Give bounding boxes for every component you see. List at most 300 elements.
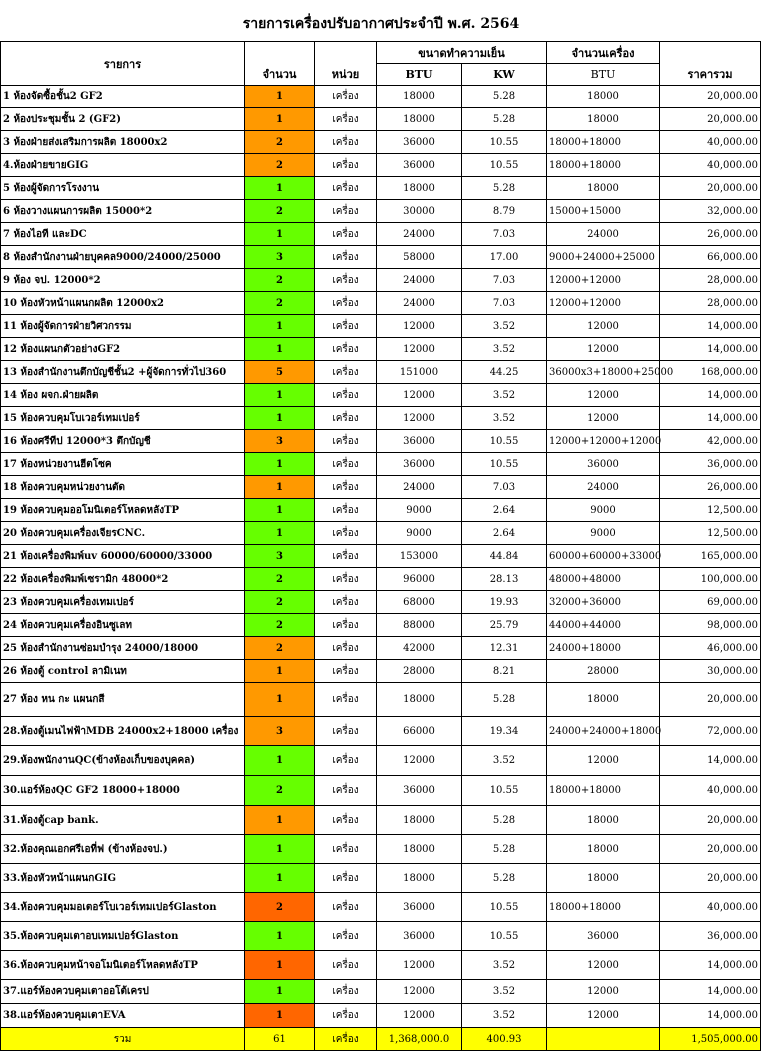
row-kw: 7.03 bbox=[462, 292, 547, 315]
row-btu: 18000 bbox=[377, 683, 462, 717]
row-price: 40,000.00 bbox=[660, 131, 761, 154]
row-name: 37.แอร์ห้องควบคุมเตาออโต้เครป bbox=[1, 980, 245, 1004]
row-price: 32,000.00 bbox=[660, 200, 761, 223]
row-kw: 10.55 bbox=[462, 776, 547, 806]
row-kw: 10.55 bbox=[462, 893, 547, 922]
row-qty: 2 bbox=[245, 131, 315, 154]
row-machines: 12000 bbox=[547, 951, 660, 980]
row-btu: 24000 bbox=[377, 223, 462, 246]
row-name: 5 ห้องผู้จัดการโรงงาน bbox=[1, 177, 245, 200]
row-qty: 1 bbox=[245, 108, 315, 131]
row-btu: 18000 bbox=[377, 177, 462, 200]
row-name: 7 ห้องไอที และDC bbox=[1, 223, 245, 246]
row-price: 14,000.00 bbox=[660, 338, 761, 361]
table-row bbox=[1, 591, 761, 614]
row-kw: 5.28 bbox=[462, 108, 547, 131]
row-btu: 96000 bbox=[377, 568, 462, 591]
row-price: 20,000.00 bbox=[660, 864, 761, 893]
row-kw: 5.28 bbox=[462, 86, 547, 108]
row-machines: 60000+60000+33000 bbox=[547, 545, 660, 568]
row-price: 20,000.00 bbox=[660, 835, 761, 864]
table-row bbox=[1, 177, 761, 200]
table-row bbox=[1, 980, 761, 1004]
row-kw: 7.03 bbox=[462, 223, 547, 246]
table-row bbox=[1, 86, 761, 108]
row-unit: เครื่อง bbox=[315, 522, 377, 545]
row-price: 66,000.00 bbox=[660, 246, 761, 269]
row-qty: 1 bbox=[245, 864, 315, 893]
row-name: 24 ห้องควบคุมเครื่องอินซูเลท bbox=[1, 614, 245, 637]
row-machines: 9000 bbox=[547, 522, 660, 545]
row-qty: 1 bbox=[245, 476, 315, 499]
row-btu: 12000 bbox=[377, 407, 462, 430]
row-price: 46,000.00 bbox=[660, 637, 761, 660]
row-machines: 28000 bbox=[547, 660, 660, 683]
table-row bbox=[1, 223, 761, 246]
row-price: 26,000.00 bbox=[660, 476, 761, 499]
row-price: 100,000.00 bbox=[660, 568, 761, 591]
row-qty: 1 bbox=[245, 407, 315, 430]
row-qty: 3 bbox=[245, 246, 315, 269]
row-name: 17 ห้องหน่วยงานฮีตโซค bbox=[1, 453, 245, 476]
row-qty: 1 bbox=[245, 1004, 315, 1028]
row-unit: เครื่อง bbox=[315, 835, 377, 864]
row-kw: 3.52 bbox=[462, 1004, 547, 1028]
row-qty: 1 bbox=[245, 922, 315, 951]
row-name: 23 ห้องควบคุมเครื่องเทมเปอร์ bbox=[1, 591, 245, 614]
header-kw: KW bbox=[462, 64, 547, 86]
row-unit: เครื่อง bbox=[315, 223, 377, 246]
row-unit: เครื่อง bbox=[315, 338, 377, 361]
row-btu: 18000 bbox=[377, 835, 462, 864]
row-machines: 18000 bbox=[547, 806, 660, 835]
row-qty: 1 bbox=[245, 806, 315, 835]
row-name: 34.ห้องควบคุมมอเตอร์โบเวอร์เทมเปอร์Glaston bbox=[1, 893, 245, 922]
table-row bbox=[1, 361, 761, 384]
row-machines: 18000+18000 bbox=[547, 131, 660, 154]
row-qty: 1 bbox=[245, 223, 315, 246]
table-row bbox=[1, 683, 761, 717]
row-kw: 8.21 bbox=[462, 660, 547, 683]
row-name: 32.ห้องคุณเอกศรีเอที่ฟ (ข้างห้องจป.) bbox=[1, 835, 245, 864]
row-kw: 19.34 bbox=[462, 717, 547, 746]
total-row bbox=[1, 1028, 761, 1051]
total-price: 1,505,000.00 bbox=[660, 1028, 761, 1051]
row-qty: 1 bbox=[245, 315, 315, 338]
row-name: 30.แอร์ห้องQC GF2 18000+18000 bbox=[1, 776, 245, 806]
table-row bbox=[1, 499, 761, 522]
table-row bbox=[1, 292, 761, 315]
row-unit: เครื่อง bbox=[315, 269, 377, 292]
row-qty: 1 bbox=[245, 951, 315, 980]
row-kw: 10.55 bbox=[462, 131, 547, 154]
row-btu: 36000 bbox=[377, 922, 462, 951]
row-btu: 151000 bbox=[377, 361, 462, 384]
row-unit: เครื่อง bbox=[315, 922, 377, 951]
row-unit: เครื่อง bbox=[315, 430, 377, 453]
row-btu: 88000 bbox=[377, 614, 462, 637]
row-kw: 10.55 bbox=[462, 453, 547, 476]
total-machines bbox=[547, 1028, 660, 1051]
row-unit: เครื่อง bbox=[315, 568, 377, 591]
row-qty: 3 bbox=[245, 717, 315, 746]
row-name: 21 ห้องเครื่องพิมพ์uv 60000/60000/33000 bbox=[1, 545, 245, 568]
row-machines: 48000+48000 bbox=[547, 568, 660, 591]
row-machines: 12000+12000 bbox=[547, 269, 660, 292]
total-btu: 1,368,000.0 bbox=[377, 1028, 462, 1051]
row-qty: 1 bbox=[245, 453, 315, 476]
row-unit: เครื่อง bbox=[315, 154, 377, 177]
row-qty: 2 bbox=[245, 614, 315, 637]
row-machines: 9000+24000+25000 bbox=[547, 246, 660, 269]
row-unit: เครื่อง bbox=[315, 131, 377, 154]
header-qty: จำนวน bbox=[245, 42, 315, 86]
table-row bbox=[1, 269, 761, 292]
row-price: 40,000.00 bbox=[660, 893, 761, 922]
table-row bbox=[1, 131, 761, 154]
row-kw: 10.55 bbox=[462, 922, 547, 951]
total-label: รวม bbox=[1, 1028, 245, 1051]
table-row bbox=[1, 1004, 761, 1028]
row-price: 168,000.00 bbox=[660, 361, 761, 384]
table-row bbox=[1, 407, 761, 430]
row-price: 165,000.00 bbox=[660, 545, 761, 568]
row-name: 15 ห้องควบคุมโบเวอร์เทมเปอร์ bbox=[1, 407, 245, 430]
row-btu: 42000 bbox=[377, 637, 462, 660]
header-unit: หน่วย bbox=[315, 42, 377, 86]
row-name: 14 ห้อง ผจก.ฝ่ายผลิต bbox=[1, 384, 245, 407]
row-machines: 18000+18000 bbox=[547, 776, 660, 806]
row-name: 29.ห้องพนักงานQC(ข้างห้องเก็บของบุคคล) bbox=[1, 746, 245, 776]
row-qty: 1 bbox=[245, 522, 315, 545]
row-price: 20,000.00 bbox=[660, 683, 761, 717]
row-kw: 5.28 bbox=[462, 864, 547, 893]
row-qty: 2 bbox=[245, 893, 315, 922]
header-item: รายการ bbox=[1, 42, 245, 86]
row-kw: 17.00 bbox=[462, 246, 547, 269]
row-name: 4.ห้องฝ่ายขายGIG bbox=[1, 154, 245, 177]
total-qty: 61 bbox=[245, 1028, 315, 1051]
row-kw: 3.52 bbox=[462, 951, 547, 980]
row-kw: 2.64 bbox=[462, 522, 547, 545]
table-row bbox=[1, 922, 761, 951]
row-machines: 24000+18000 bbox=[547, 637, 660, 660]
row-name: 16 ห้องศรีทีป 12000*3 ตึกบัญชี bbox=[1, 430, 245, 453]
row-kw: 5.28 bbox=[462, 177, 547, 200]
row-unit: เครื่อง bbox=[315, 980, 377, 1004]
row-btu: 36000 bbox=[377, 453, 462, 476]
row-machines: 18000 bbox=[547, 864, 660, 893]
header-capacity: ขนาดทำความเย็น bbox=[377, 42, 547, 64]
row-name: 11 ห้องผู้จัดการฝ่ายวิศวกรรม bbox=[1, 315, 245, 338]
row-name: 36.ห้องควบคุมหน้าจอโมนิเตอร์โหลดหลังTP bbox=[1, 951, 245, 980]
row-btu: 24000 bbox=[377, 269, 462, 292]
row-name: 13 ห้องสำนักงานตึกบัญชีชั้น2 +ผู้จัดการทั่วไป360 bbox=[1, 361, 245, 384]
row-machines: 12000+12000 bbox=[547, 292, 660, 315]
row-btu: 24000 bbox=[377, 476, 462, 499]
row-name: 6 ห้องวางแผนการผลิต 15000*2 bbox=[1, 200, 245, 223]
row-btu: 12000 bbox=[377, 980, 462, 1004]
table-row bbox=[1, 545, 761, 568]
row-qty: 3 bbox=[245, 545, 315, 568]
row-name: 35.ห้องควบคุมเตาอบเทมเปอร์Glaston bbox=[1, 922, 245, 951]
row-btu: 24000 bbox=[377, 292, 462, 315]
row-kw: 44.84 bbox=[462, 545, 547, 568]
total-unit: เครื่อง bbox=[315, 1028, 377, 1051]
row-machines: 44000+44000 bbox=[547, 614, 660, 637]
row-btu: 12000 bbox=[377, 338, 462, 361]
row-unit: เครื่อง bbox=[315, 453, 377, 476]
table-row bbox=[1, 806, 761, 835]
row-qty: 5 bbox=[245, 361, 315, 384]
row-kw: 3.52 bbox=[462, 315, 547, 338]
row-unit: เครื่อง bbox=[315, 315, 377, 338]
row-btu: 12000 bbox=[377, 315, 462, 338]
row-kw: 5.28 bbox=[462, 806, 547, 835]
row-unit: เครื่อง bbox=[315, 660, 377, 683]
row-machines: 36000x3+18000+25000 bbox=[547, 361, 660, 384]
row-price: 69,000.00 bbox=[660, 591, 761, 614]
row-price: 20,000.00 bbox=[660, 177, 761, 200]
row-price: 28,000.00 bbox=[660, 292, 761, 315]
row-name: 31.ห้องตู้cap bank. bbox=[1, 806, 245, 835]
row-qty: 2 bbox=[245, 200, 315, 223]
row-name: 10 ห้องหัวหน้าแผนกผลิต 12000x2 bbox=[1, 292, 245, 315]
row-btu: 36000 bbox=[377, 776, 462, 806]
row-unit: เครื่อง bbox=[315, 893, 377, 922]
row-machines: 32000+36000 bbox=[547, 591, 660, 614]
table-row bbox=[1, 717, 761, 746]
row-name: 27 ห้อง หน กะ แผนกสี bbox=[1, 683, 245, 717]
row-qty: 2 bbox=[245, 591, 315, 614]
row-kw: 3.52 bbox=[462, 338, 547, 361]
total-kw: 400.93 bbox=[462, 1028, 547, 1051]
row-kw: 8.79 bbox=[462, 200, 547, 223]
row-kw: 10.55 bbox=[462, 154, 547, 177]
row-price: 36,000.00 bbox=[660, 453, 761, 476]
row-btu: 18000 bbox=[377, 864, 462, 893]
row-btu: 12000 bbox=[377, 1004, 462, 1028]
table-row bbox=[1, 746, 761, 776]
row-qty: 1 bbox=[245, 683, 315, 717]
row-btu: 36000 bbox=[377, 131, 462, 154]
row-unit: เครื่อง bbox=[315, 361, 377, 384]
row-unit: เครื่อง bbox=[315, 499, 377, 522]
row-price: 14,000.00 bbox=[660, 951, 761, 980]
row-unit: เครื่อง bbox=[315, 683, 377, 717]
row-machines: 24000 bbox=[547, 476, 660, 499]
row-btu: 30000 bbox=[377, 200, 462, 223]
page-title: รายการเครื่องปรับอากาศประจำปี พ.ศ. 2564 bbox=[242, 16, 520, 32]
row-name: 25 ห้องสำนักงานซ่อมบำรุง 24000/18000 bbox=[1, 637, 245, 660]
row-price: 20,000.00 bbox=[660, 806, 761, 835]
row-kw: 25.79 bbox=[462, 614, 547, 637]
table-body bbox=[1, 86, 761, 1028]
table-row bbox=[1, 453, 761, 476]
row-qty: 1 bbox=[245, 86, 315, 108]
row-qty: 2 bbox=[245, 154, 315, 177]
row-machines: 9000 bbox=[547, 499, 660, 522]
row-machines: 15000+15000 bbox=[547, 200, 660, 223]
row-btu: 36000 bbox=[377, 154, 462, 177]
row-unit: เครื่อง bbox=[315, 407, 377, 430]
row-qty: 1 bbox=[245, 384, 315, 407]
row-kw: 7.03 bbox=[462, 269, 547, 292]
row-btu: 12000 bbox=[377, 951, 462, 980]
row-qty: 3 bbox=[245, 430, 315, 453]
row-name: 8 ห้องสำนักงานฝ่ายบุคคล9000/24000/25000 bbox=[1, 246, 245, 269]
row-unit: เครื่อง bbox=[315, 717, 377, 746]
row-unit: เครื่อง bbox=[315, 200, 377, 223]
row-unit: เครื่อง bbox=[315, 951, 377, 980]
row-unit: เครื่อง bbox=[315, 806, 377, 835]
row-kw: 3.52 bbox=[462, 980, 547, 1004]
row-unit: เครื่อง bbox=[315, 177, 377, 200]
row-kw: 5.28 bbox=[462, 683, 547, 717]
row-price: 20,000.00 bbox=[660, 86, 761, 108]
table-row bbox=[1, 568, 761, 591]
table-row bbox=[1, 835, 761, 864]
row-price: 14,000.00 bbox=[660, 1004, 761, 1028]
row-unit: เครื่อง bbox=[315, 108, 377, 131]
row-machines: 12000 bbox=[547, 338, 660, 361]
row-machines: 18000 bbox=[547, 108, 660, 131]
row-price: 12,500.00 bbox=[660, 499, 761, 522]
row-qty: 1 bbox=[245, 338, 315, 361]
row-qty: 1 bbox=[245, 746, 315, 776]
row-name: 2 ห้องประชุมชั้น 2 (GF2) bbox=[1, 108, 245, 131]
row-kw: 2.64 bbox=[462, 499, 547, 522]
table-row bbox=[1, 864, 761, 893]
row-unit: เครื่อง bbox=[315, 637, 377, 660]
aircon-table bbox=[0, 41, 761, 1051]
row-qty: 2 bbox=[245, 568, 315, 591]
row-machines: 12000 bbox=[547, 384, 660, 407]
row-price: 26,000.00 bbox=[660, 223, 761, 246]
table-row bbox=[1, 637, 761, 660]
row-kw: 3.52 bbox=[462, 407, 547, 430]
row-name: 3 ห้องฝ่ายส่งเสริมการผลิต 18000x2 bbox=[1, 131, 245, 154]
row-btu: 68000 bbox=[377, 591, 462, 614]
row-unit: เครื่อง bbox=[315, 864, 377, 893]
row-price: 40,000.00 bbox=[660, 154, 761, 177]
row-price: 40,000.00 bbox=[660, 776, 761, 806]
header-price: ราคารวม bbox=[660, 42, 761, 86]
row-name: 20 ห้องควบคุมเครื่องเจียรCNC. bbox=[1, 522, 245, 545]
row-machines: 36000 bbox=[547, 922, 660, 951]
row-qty: 2 bbox=[245, 292, 315, 315]
table-row bbox=[1, 776, 761, 806]
row-kw: 28.13 bbox=[462, 568, 547, 591]
row-price: 30,000.00 bbox=[660, 660, 761, 683]
row-machines: 12000 bbox=[547, 315, 660, 338]
row-kw: 12.31 bbox=[462, 637, 547, 660]
row-price: 14,000.00 bbox=[660, 384, 761, 407]
table-row bbox=[1, 951, 761, 980]
row-qty: 1 bbox=[245, 660, 315, 683]
row-price: 72,000.00 bbox=[660, 717, 761, 746]
row-unit: เครื่อง bbox=[315, 86, 377, 108]
row-price: 14,000.00 bbox=[660, 980, 761, 1004]
row-machines: 12000+12000+12000 bbox=[547, 430, 660, 453]
row-price: 98,000.00 bbox=[660, 614, 761, 637]
row-kw: 44.25 bbox=[462, 361, 547, 384]
row-name: 38.แอร์ห้องควบคุมเตาEVA bbox=[1, 1004, 245, 1028]
table-row bbox=[1, 614, 761, 637]
row-unit: เครื่อง bbox=[315, 384, 377, 407]
row-name: 1 ห้องจัดซื้อชั้น2 GF2 bbox=[1, 86, 245, 108]
row-machines: 36000 bbox=[547, 453, 660, 476]
table-row bbox=[1, 430, 761, 453]
row-qty: 1 bbox=[245, 177, 315, 200]
row-btu: 9000 bbox=[377, 499, 462, 522]
row-qty: 1 bbox=[245, 499, 315, 522]
table-row bbox=[1, 108, 761, 131]
row-price: 28,000.00 bbox=[660, 269, 761, 292]
header-btu: BTU bbox=[377, 64, 462, 86]
row-unit: เครื่อง bbox=[315, 1004, 377, 1028]
row-qty: 1 bbox=[245, 835, 315, 864]
row-machines: 12000 bbox=[547, 407, 660, 430]
row-machines: 24000+24000+18000 bbox=[547, 717, 660, 746]
row-price: 36,000.00 bbox=[660, 922, 761, 951]
row-machines: 12000 bbox=[547, 980, 660, 1004]
row-name: 26 ห้องตู้ control ลามิเนท bbox=[1, 660, 245, 683]
table-row bbox=[1, 315, 761, 338]
table-row bbox=[1, 246, 761, 269]
table-row bbox=[1, 660, 761, 683]
table-row bbox=[1, 338, 761, 361]
row-name: 19 ห้องควบคุมออโมนิเตอร์โหลดหลังTP bbox=[1, 499, 245, 522]
header-machines: จำนวนเครื่อง bbox=[547, 42, 660, 64]
row-btu: 28000 bbox=[377, 660, 462, 683]
table-row bbox=[1, 522, 761, 545]
row-btu: 18000 bbox=[377, 806, 462, 835]
row-machines: 12000 bbox=[547, 1004, 660, 1028]
row-unit: เครื่อง bbox=[315, 614, 377, 637]
table-row bbox=[1, 893, 761, 922]
row-qty: 2 bbox=[245, 269, 315, 292]
row-name: 18 ห้องควบคุมหน่วยงานตัด bbox=[1, 476, 245, 499]
row-btu: 12000 bbox=[377, 384, 462, 407]
row-kw: 10.55 bbox=[462, 430, 547, 453]
row-machines: 18000+18000 bbox=[547, 154, 660, 177]
row-name: 33.ห้องหัวหน้าแผนกGIG bbox=[1, 864, 245, 893]
table-row bbox=[1, 200, 761, 223]
row-unit: เครื่อง bbox=[315, 776, 377, 806]
table-row bbox=[1, 384, 761, 407]
row-name: 12 ห้องแผนกตัวอย่างGF2 bbox=[1, 338, 245, 361]
row-kw: 3.52 bbox=[462, 384, 547, 407]
table-row bbox=[1, 154, 761, 177]
row-kw: 19.93 bbox=[462, 591, 547, 614]
row-btu: 18000 bbox=[377, 86, 462, 108]
row-unit: เครื่อง bbox=[315, 746, 377, 776]
row-machines: 18000 bbox=[547, 683, 660, 717]
row-unit: เครื่อง bbox=[315, 545, 377, 568]
row-kw: 5.28 bbox=[462, 835, 547, 864]
row-btu: 153000 bbox=[377, 545, 462, 568]
row-btu: 66000 bbox=[377, 717, 462, 746]
row-qty: 1 bbox=[245, 980, 315, 1004]
row-price: 42,000.00 bbox=[660, 430, 761, 453]
row-unit: เครื่อง bbox=[315, 246, 377, 269]
row-machines: 18000 bbox=[547, 177, 660, 200]
row-qty: 2 bbox=[245, 637, 315, 660]
row-kw: 3.52 bbox=[462, 746, 547, 776]
row-machines: 12000 bbox=[547, 746, 660, 776]
row-machines: 24000 bbox=[547, 223, 660, 246]
